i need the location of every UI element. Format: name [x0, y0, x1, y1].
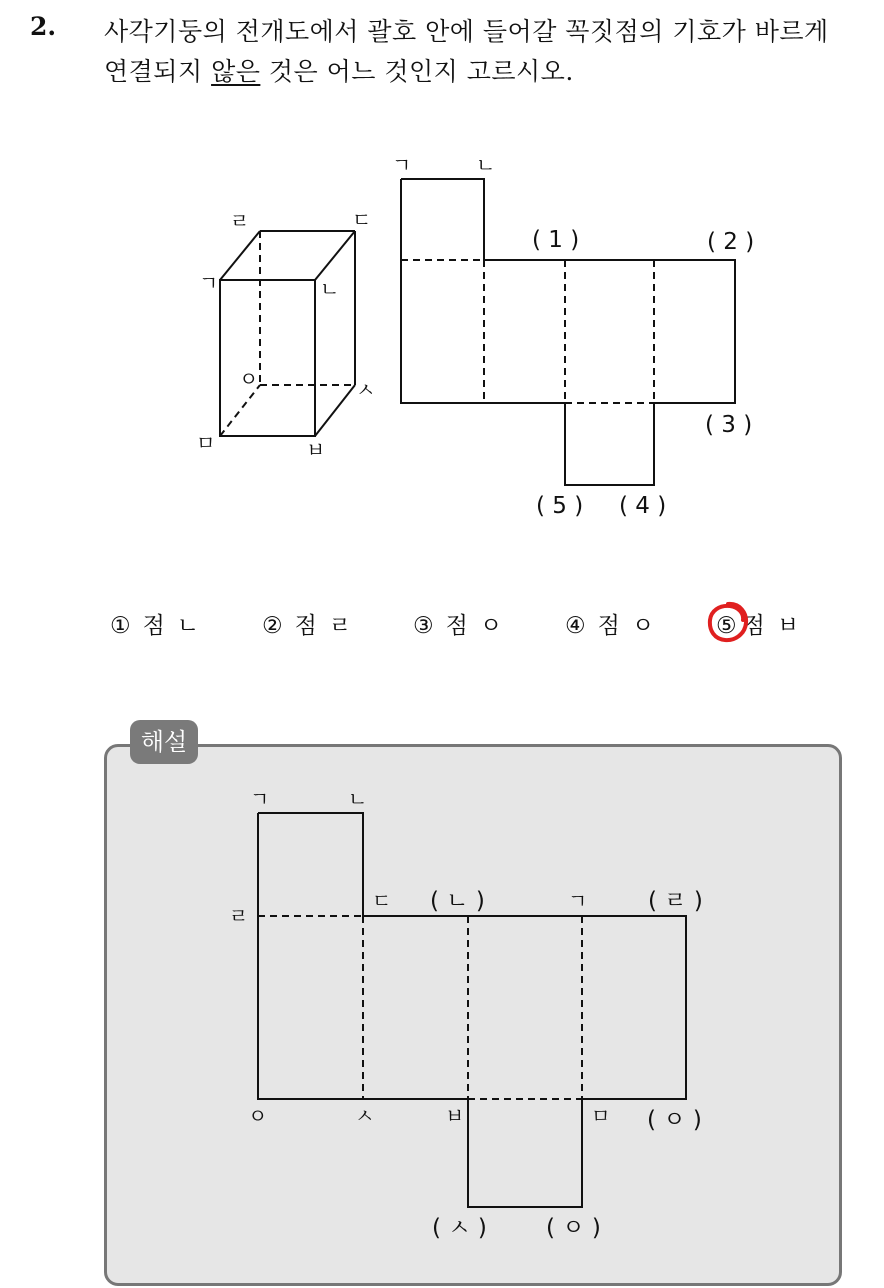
choice-3[interactable]: [413, 607, 502, 640]
exp-answer-1: ( ㄴ ): [430, 888, 485, 914]
net-drawing: [401, 179, 735, 485]
prism-label-bottom-front-right: ㅂ: [306, 438, 326, 462]
exp-label-b3: ㅂ: [445, 1104, 465, 1128]
choice-number: ①: [110, 613, 131, 639]
exp-answer-2: ( ㄹ ): [648, 888, 703, 914]
prism-top-left-edge: [220, 231, 260, 280]
choice-2[interactable]: [262, 607, 351, 640]
exp-label-c2: ㄱ: [568, 889, 588, 913]
net-label-top-right: ㄴ: [476, 153, 496, 177]
problem-figure: [0, 0, 884, 560]
choice-symbol: ㄹ: [328, 613, 352, 639]
choice-number: ⑤: [716, 613, 737, 639]
exp-answer-5: ( ㅅ ): [432, 1215, 487, 1241]
choice-word: 점: [445, 613, 468, 639]
exp-label-top-right: ㄴ: [348, 787, 368, 811]
choice-1[interactable]: [110, 607, 199, 640]
net-outline: [401, 179, 735, 485]
choice-number: ③: [413, 613, 434, 639]
net-blank-4: ( 4 ): [619, 493, 667, 519]
choice-number: ④: [565, 613, 586, 639]
choice-symbol: ㅂ: [776, 613, 800, 639]
choice-symbol: ㅇ: [479, 613, 503, 639]
net-blank-1: ( 1 ): [532, 227, 580, 253]
prism-label-bottom-back-right: ㅅ: [356, 378, 376, 402]
choice-symbol: ㄴ: [176, 613, 200, 639]
question-underlined-word: 않은: [211, 57, 261, 86]
choice-word: 점: [142, 613, 165, 639]
net-blank-2: ( 2 ): [707, 229, 755, 255]
exp-answer-3: ( ㅇ ): [647, 1107, 702, 1133]
explanation-box: [104, 744, 842, 1286]
exp-label-top-left: ㄱ: [250, 787, 270, 811]
choice-number: ②: [262, 613, 283, 639]
choice-symbol: ㅇ: [631, 613, 655, 639]
explanation-tag: 해설: [130, 720, 198, 764]
prism-label-top-back-left: ㄹ: [230, 209, 250, 233]
answer-circle-mark: [704, 598, 752, 646]
choice-4[interactable]: [565, 607, 654, 640]
choice-word: 점: [597, 613, 620, 639]
prism-bottom-right-edge: [315, 385, 355, 436]
net-blank-3: ( 3 ): [705, 412, 753, 438]
prism-label-bottom-back-left: ㅇ: [239, 367, 259, 391]
prism-front-face: [220, 280, 315, 436]
choice-word: 점: [742, 613, 765, 639]
exp-label-c1: ㄷ: [372, 889, 392, 913]
prism-hidden-bottom-left: [220, 385, 260, 436]
prism-label-top-front-right: ㄴ: [320, 277, 340, 301]
prism-label-top-back-right: ㄷ: [352, 208, 372, 232]
question-text-post: 것은 어느 것인지 고르시오.: [260, 57, 574, 86]
question-text-line1: 사각기둥의 전개도에서 괄호 안에 들어갈 꼭짓점의 기호가 바르게: [104, 17, 829, 46]
question-number: 2.: [30, 12, 57, 41]
prism-drawing: [220, 231, 355, 436]
question-text-pre: 연결되지: [104, 57, 212, 86]
prism-label-top-front-left: ㄱ: [199, 271, 219, 295]
exp-label-b1: ㅇ: [248, 1104, 268, 1128]
exp-label-b2: ㅅ: [355, 1104, 375, 1128]
net-blank-5: ( 5 ): [536, 493, 584, 519]
prism-top-right-edge: [315, 231, 355, 280]
prism-label-bottom-front-left: ㅁ: [196, 431, 216, 455]
net-label-top-left: ㄱ: [392, 153, 412, 177]
exp-label-left-mid: ㄹ: [229, 904, 249, 928]
exp-answer-4: ( ㅇ ): [546, 1215, 601, 1241]
choice-word: 점: [294, 613, 317, 639]
exp-label-b4: ㅁ: [591, 1104, 611, 1128]
